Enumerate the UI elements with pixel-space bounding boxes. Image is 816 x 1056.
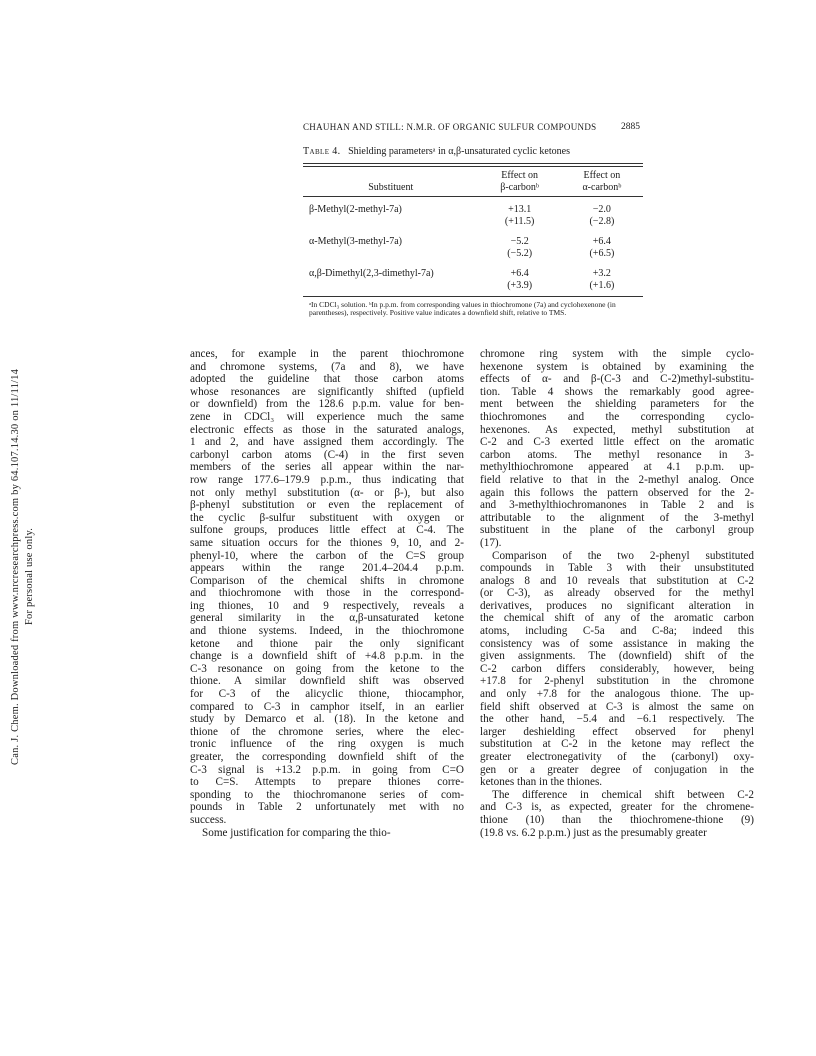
- text-line: thione (10) than the thiochromene-thione (9): [480, 813, 754, 826]
- text-line: sponding to the thiochromanone series of com-: [190, 788, 464, 801]
- text-line: thione of the chromone series, where the elec-: [190, 725, 464, 738]
- text-line: electronic effects as those in the saturated analogs,: [190, 423, 464, 436]
- text-line: consistency was of some assistance in making the: [480, 637, 754, 650]
- text-line: Comparison of the two 2-phenyl substituted: [492, 549, 754, 562]
- text-line: field relative to that in the 2-methyl analog. Once: [480, 473, 754, 486]
- shielding-table: [303, 167, 643, 292]
- text-line: and chromone systems, (7a and 8), we have: [190, 360, 464, 373]
- text-line: sulfone groups, produces little effect at C-4. The: [190, 524, 464, 537]
- text-line: pounds in Table 2 unfortunately met with no: [190, 801, 464, 814]
- text-line: ing thiones, 10 and 9 respectively, reveals a: [190, 599, 464, 612]
- text-line: C-2 carbon differs considerably, however, being: [480, 662, 754, 675]
- table-header-row: [303, 167, 643, 196]
- body-column-left: [190, 348, 464, 839]
- text-line: the other hand, −5.4 and −6.1 respectively. The: [480, 713, 754, 726]
- text-line: gen or a greater degree of conjugation in the: [480, 763, 754, 776]
- text-line: general similarity in the α,β-unsaturated ketone: [190, 612, 464, 625]
- table-row: [303, 260, 643, 280]
- text-line: for C-3 of the alicyclic thione, thiocamphor,: [190, 688, 464, 701]
- row-substituent: β-Methyl(2-methyl-7a): [309, 204, 402, 215]
- header-substituent: Substituent: [368, 182, 414, 193]
- text-line: to C=S. Attempts to prepare thiones corre-: [190, 776, 464, 789]
- text-line: compounds in Table 3 with their unsubstituted: [480, 562, 754, 575]
- text-line: greater, the corresponding downfield shift of the: [190, 751, 464, 763]
- row-beta-paren: (+3.9): [507, 279, 533, 291]
- row-alpha-value: +3.2: [592, 268, 611, 279]
- text-line: adopted the guideline that those carbon atoms: [190, 373, 464, 386]
- row-beta-value: −5.2: [510, 236, 529, 247]
- header-alpha-line1: Effect on: [583, 170, 621, 181]
- row-alpha-paren: (−2.8): [589, 215, 615, 227]
- text-line: success.: [190, 813, 227, 826]
- row-alpha-value: −2.0: [592, 204, 611, 215]
- text-line: thione. A similar downfield shift was observed: [190, 675, 464, 688]
- text-line: not only methyl substitution (α- or β-), but also: [190, 486, 464, 499]
- text-line: carbon atoms. The methyl resonance in 3-: [480, 448, 754, 461]
- table-label: Table 4.: [303, 146, 341, 157]
- row-beta-paren: (+11.5): [504, 215, 535, 227]
- text-line: thiochromones and the corresponding cyclo-: [480, 410, 754, 423]
- row-beta-value: +13.1: [508, 204, 532, 215]
- table-bottom-rule: [303, 296, 643, 297]
- body-column-right: [480, 348, 754, 839]
- table-row-paren: [303, 216, 643, 229]
- table-caption: [303, 146, 643, 157]
- text-line: C-3 resonance on going from the ketone to the: [190, 662, 464, 675]
- text-line: +17.8 for 2-phenyl substitution in the chromone: [480, 675, 754, 688]
- header-beta-carbon: [479, 167, 561, 196]
- text-line: phenyl-10, where the carbon of the C=S group: [190, 549, 464, 562]
- text-line: and only +7.8 for the analogous thione. The up-: [480, 688, 754, 701]
- text-line: study by Demarco et al. (18). In the ketone and: [190, 713, 464, 726]
- text-line: (17).: [480, 536, 502, 549]
- table-row: [303, 197, 643, 216]
- text-line: the cyclic β-sulfur substituent with oxygen or: [190, 511, 464, 524]
- text-line: row range 177.6–179.9 p.p.m., thus indicating that: [190, 473, 464, 486]
- text-line: C-3 signal is +13.2 p.p.m. in going from C=O: [190, 763, 464, 776]
- text-line: ances, for example in the parent thiochromone: [190, 348, 464, 360]
- text-line: greater electronegativity of the (carbonyl) oxy-: [480, 751, 754, 763]
- text-line: given assignments. The (downfield) shift of the: [480, 650, 754, 663]
- row-beta-value: +6.4: [510, 268, 529, 279]
- text-line: change is a downfield shift of +4.8 p.p.m. in the: [190, 650, 464, 663]
- text-line: larger deshielding effect observed for phenyl: [480, 725, 754, 738]
- header-beta-line2: β-carbonᵇ: [500, 182, 539, 193]
- text-line: hexenone system is obtained by examining the: [480, 360, 754, 373]
- text-line: whose resonances are significantly shifted (upfield: [190, 385, 464, 398]
- text-line: the chemical shift of any of the aromatic carbon: [480, 612, 754, 625]
- row-beta-paren: (−5.2): [507, 247, 533, 259]
- text-line: and 3-methylthiochromanones in Table 2 and is: [480, 499, 754, 512]
- text-line: appears within the range 201.4–204.4 p.p.m.: [190, 562, 464, 575]
- text-line: zene in CDCl₃ will experience much the same: [190, 410, 464, 423]
- table-row: [303, 228, 643, 248]
- text-line: carbonyl carbon atoms (C-4) in the first seven: [190, 448, 464, 461]
- watermark-line-source: Can. J. Chem. Downloaded from www.nrcresearchpress.com by 64.107.14.30 on 11/11/14: [10, 368, 21, 765]
- text-line: ketone and thione pair the only significant: [190, 637, 464, 650]
- text-line: derivatives, produces no significant alteration in: [480, 599, 754, 612]
- text-line: analogs 8 and 10 reveals that substitution at C-2: [480, 574, 754, 587]
- header-alpha-line2: α-carbonᵇ: [582, 182, 622, 193]
- text-line: ketones than in the thiones.: [480, 776, 603, 789]
- text-line: methylthiochromone appeared at 4.1 p.p.m. up-: [480, 461, 754, 474]
- text-line: field shift observed at C-3 is almost the same on: [480, 700, 754, 713]
- text-line: chromone ring system with the simple cyclo-: [480, 348, 754, 360]
- text-line: Comparison of the chemical shifts in chromone: [190, 574, 464, 587]
- text-line: members of the series all appear within the nar-: [190, 461, 464, 474]
- text-line: substitution at C-2 in the ketone may reflect the: [480, 738, 754, 751]
- row-alpha-paren: (+6.5): [589, 247, 615, 259]
- row-alpha-value: +6.4: [592, 236, 611, 247]
- table-row-paren: [303, 280, 643, 293]
- text-line: and thiochromone with those in the correspond-: [190, 587, 464, 600]
- table-caption-text: Shielding parametersᵃ in α,β-unsaturated cyclic ketones: [348, 146, 570, 157]
- text-line: attributable to the alignment of the 3-methyl: [480, 511, 754, 524]
- text-line: The difference in chemical shift between C-2: [492, 788, 754, 801]
- header-alpha-carbon: [561, 167, 643, 196]
- table-footnote: ᵃIn CDCl₃ solution. ᵇIn p.p.m. from corresponding values in thiochromone (7a) and cyclohexenone (in parentheses), respectively. Positive value indicates a downfield shift, relative to TMS.: [309, 300, 616, 317]
- download-watermark: [6, 300, 46, 765]
- header-beta-line1: Effect on: [501, 170, 538, 181]
- text-line: C-2 and C-3 exerted little effect on the aromatic: [480, 436, 754, 449]
- row-substituent: α-Methyl(3-methyl-7a): [309, 236, 402, 247]
- text-line: β-phenyl substitution or even the replacement of: [190, 499, 464, 512]
- table-4: [303, 146, 643, 317]
- running-header: CHAUHAN AND STILL: N.M.R. OF ORGANIC SULFUR COMPOUNDS: [303, 122, 597, 132]
- text-line: tronic influence of the ring oxygen is much: [190, 738, 464, 751]
- text-line: tion. Table 4 shows the remarkably good agree-: [480, 385, 754, 398]
- text-line: and C-3 is, as expected, greater for the chromene-: [480, 801, 754, 814]
- row-substituent: α,β-Dimethyl(2,3-dimethyl-7a): [309, 268, 434, 279]
- text-line: (19.8 vs. 6.2 p.p.m.) just as the presumably greater: [480, 826, 707, 839]
- text-line: (or C-3), as already observed for the methyl: [480, 587, 754, 600]
- text-line: same situation occurs for the thiones 9, 10, and 2-: [190, 536, 464, 549]
- text-line: again this follows the pattern observed for the 2-: [480, 486, 754, 499]
- row-alpha-paren: (+1.6): [589, 279, 615, 291]
- text-line: or downfield) from the 128.6 p.p.m. value for ben-: [190, 398, 464, 411]
- text-line: effects of α- and β-(C-3 and C-2)methyl-substitu-: [480, 373, 754, 386]
- text-line: ment between the shielding parameters for the: [480, 398, 754, 411]
- text-line: substituent in the plane of the carbonyl group: [480, 524, 754, 537]
- table-row-paren: [303, 248, 643, 261]
- text-line: hexenones. As expected, methyl substitution at: [480, 423, 754, 436]
- text-line: and thione systems. Indeed, in the thiochromone: [190, 625, 464, 638]
- page-number: 2885: [621, 122, 640, 132]
- text-line: atoms, including C-5a and C-8a; indeed this: [480, 625, 754, 638]
- text-line: Some justification for comparing the thio-: [202, 826, 391, 839]
- watermark-line-usage: For personal use only.: [24, 527, 35, 625]
- text-line: 1 and 2, and have assigned them accordingly. The: [190, 436, 464, 449]
- text-line: compared to C-3 in camphor itself, in an earlier: [190, 700, 464, 713]
